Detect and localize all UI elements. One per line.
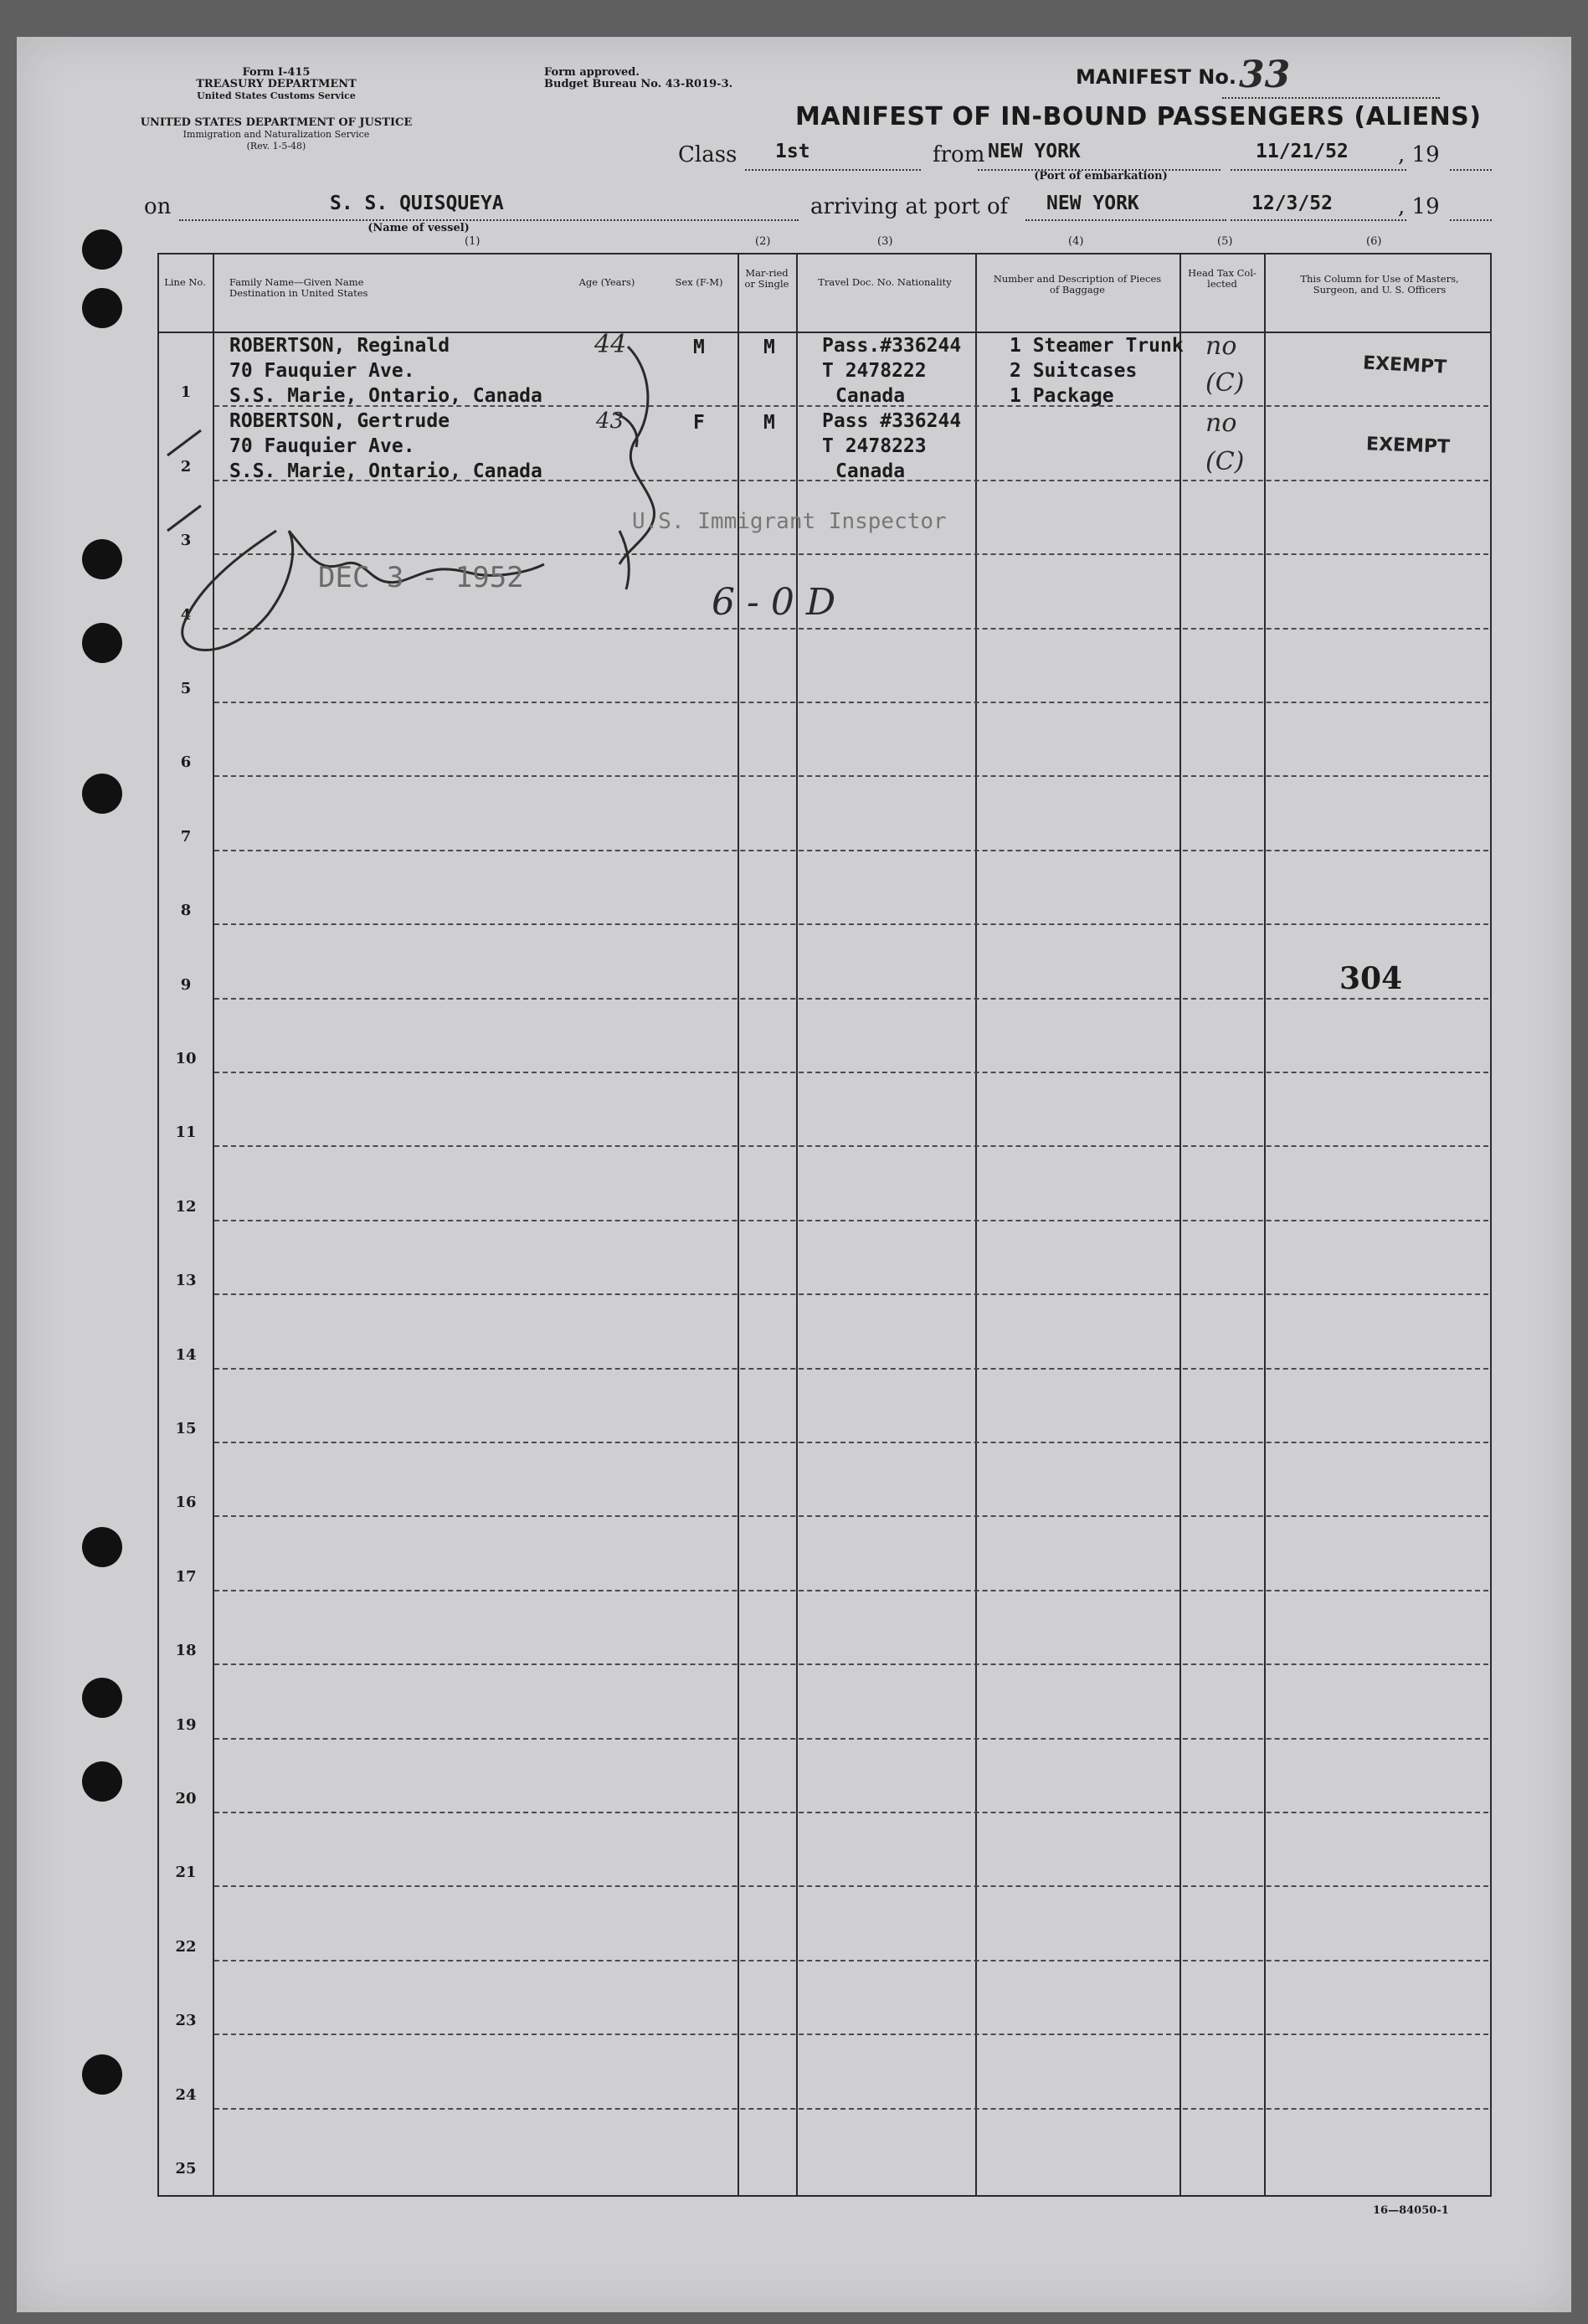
- form-approved: Form approved.: [544, 66, 640, 79]
- line-number: 17: [175, 1567, 197, 1586]
- line-number: 13: [175, 1272, 197, 1290]
- head-tax-note: no: [1205, 332, 1237, 361]
- line-number: 24: [175, 2085, 197, 2104]
- from-date: 11/21/52: [1256, 141, 1349, 162]
- passenger-doc-number: T 2478222: [822, 360, 927, 382]
- row-separator: [214, 1515, 1488, 1517]
- col-number-1: (1): [465, 235, 481, 248]
- passenger-address: 70 Fauquier Ave.: [229, 360, 415, 382]
- row-separator: [214, 923, 1488, 925]
- manifest-title: MANIFEST OF IN-BOUND PASSENGERS (ALIENS): [795, 102, 1482, 131]
- head-tax-code: (C): [1205, 368, 1245, 398]
- row-separator: [214, 1812, 1488, 1813]
- passenger-married: M: [763, 412, 775, 434]
- row-separator: [214, 1145, 1488, 1147]
- line-number: 25: [175, 2160, 197, 2177]
- row-separator: [214, 775, 1488, 777]
- budget-bureau: Budget Bureau No. 43-R019-3.: [544, 78, 733, 90]
- arrival-date: 12/3/52: [1251, 193, 1333, 214]
- passenger-age: 44: [594, 330, 627, 359]
- passenger-name: ROBERTSON, Reginald: [229, 335, 450, 357]
- head-tax-note: no: [1205, 409, 1237, 438]
- from-port: NEW YORK: [988, 141, 1081, 162]
- inspector-signature: [151, 338, 737, 673]
- arrival-port: NEW YORK: [1046, 193, 1139, 214]
- row-separator: [214, 2108, 1488, 2110]
- row-separator: [214, 1442, 1488, 1443]
- row-separator: [214, 1960, 1488, 1962]
- row-separator: [214, 1220, 1488, 1221]
- baggage-item: 1 Package: [1010, 385, 1114, 407]
- line-number: 10: [175, 1050, 197, 1067]
- header-age: Age (Years): [578, 276, 635, 288]
- passenger-nationality: Canada: [835, 385, 906, 407]
- line-number: 1: [180, 383, 192, 402]
- line-number: 6: [180, 753, 192, 772]
- line-number: 20: [175, 1790, 197, 1807]
- passenger-married: M: [763, 337, 775, 358]
- binder-hole: [82, 774, 122, 814]
- date-stamp: DEC 3 - 1952: [318, 561, 524, 594]
- customs-service: United States Customs Service: [197, 90, 356, 101]
- passenger-destination: S.S. Marie, Ontario, Canada: [229, 385, 542, 407]
- passenger-doc-number: T 2478223: [822, 435, 927, 457]
- col-number-3: (3): [877, 235, 893, 248]
- treasury-dept: TREASURY DEPARTMENT: [196, 78, 357, 90]
- header-travel-doc: Travel Doc. No. Nationality: [818, 276, 952, 288]
- line-number: 4: [180, 605, 192, 624]
- line-number: 16: [175, 1494, 197, 1512]
- from-label: from: [933, 142, 985, 167]
- port-of-embarkation-caption: (Port of embarkation): [1034, 170, 1168, 183]
- binder-hole: [82, 1527, 122, 1567]
- inspector-stamp: U.S. Immigrant Inspector: [632, 509, 947, 534]
- on-label: on: [144, 194, 172, 219]
- passenger-age: 43: [596, 409, 624, 434]
- passenger-sex: M: [693, 337, 705, 358]
- passenger-address: 70 Fauquier Ave.: [229, 435, 415, 457]
- binder-hole: [82, 288, 122, 328]
- binder-hole: [82, 1678, 122, 1718]
- col-number-5: (5): [1217, 235, 1233, 248]
- line-number: 12: [175, 1197, 197, 1216]
- row-separator: [214, 998, 1488, 1000]
- class-label: Class: [678, 142, 737, 167]
- passenger-name: ROBERTSON, Gertrude: [229, 410, 450, 432]
- line-number: 21: [175, 1864, 197, 1882]
- page-number: 304: [1339, 961, 1403, 996]
- row-separator: [214, 1293, 1488, 1295]
- justice-dept: UNITED STATES DEPARTMENT OF JUSTICE: [140, 116, 413, 129]
- passenger-nationality: Canada: [835, 460, 906, 482]
- line-number: 3: [180, 532, 192, 550]
- manifest-no-value: 33: [1239, 54, 1291, 96]
- row-separator: [214, 702, 1488, 703]
- col-number-6: (6): [1366, 235, 1382, 248]
- exempt-stamp: EXEMPT: [1365, 434, 1451, 458]
- header-baggage: Number and Description of Pieces of Baggage: [993, 273, 1162, 296]
- vessel-caption: (Name of vessel): [367, 222, 470, 234]
- baggage-item: 1 Steamer Trunk: [1010, 335, 1184, 357]
- arriving-label: arriving at port of: [810, 194, 1009, 219]
- passenger-sex: F: [693, 412, 705, 434]
- binder-hole: [82, 539, 122, 579]
- line-number: 18: [175, 1642, 197, 1660]
- arrival-year-suffix: , 19: [1398, 194, 1440, 219]
- row-separator: [214, 1738, 1488, 1740]
- col-number-4: (4): [1068, 235, 1084, 248]
- binder-hole: [82, 623, 122, 663]
- row-separator: [214, 1885, 1488, 1887]
- binder-hole: [82, 229, 122, 270]
- line-number: 23: [175, 2012, 197, 2030]
- header-officers: This Column for Use of Masters, Surgeon, and U. S. Officers: [1300, 273, 1459, 296]
- form-revision: (Rev. 1-5-48): [246, 141, 306, 152]
- manifest-sheet: [17, 37, 1571, 2312]
- line-number: 15: [175, 1420, 197, 1437]
- line-number: 5: [180, 680, 192, 697]
- baggage-item: 2 Suitcases: [1010, 360, 1138, 382]
- header-head-tax: Head Tax Col-lected: [1188, 267, 1257, 290]
- year-suffix: , 19: [1398, 142, 1440, 167]
- footer-code: 16—84050-1: [1373, 2204, 1449, 2217]
- line-number: 11: [175, 1123, 197, 1142]
- line-number: 8: [180, 902, 192, 920]
- passenger-destination: S.S. Marie, Ontario, Canada: [229, 460, 542, 482]
- passenger-doc: Pass.#336244: [822, 335, 962, 357]
- line-number: 22: [175, 1937, 197, 1956]
- binder-hole: [82, 1761, 122, 1802]
- passenger-doc: Pass #336244: [822, 410, 962, 432]
- exempt-stamp: EXEMPT: [1362, 352, 1447, 378]
- row-separator: [214, 1590, 1488, 1591]
- line-number: 7: [180, 827, 192, 846]
- line-number: 14: [175, 1345, 197, 1364]
- row-separator: [214, 1663, 1488, 1665]
- line-number: 19: [175, 1715, 197, 1734]
- header-sex: Sex (F-M): [675, 276, 723, 288]
- row-separator: [214, 1368, 1488, 1370]
- header-married: Mar-ried or Single: [744, 267, 789, 290]
- header-line-no: Line No.: [164, 276, 206, 288]
- row-separator: [214, 1072, 1488, 1073]
- binder-hole: [82, 2054, 122, 2095]
- line-number: 2: [180, 457, 192, 476]
- vessel-name: S. S. QUISQUEYA: [330, 193, 504, 214]
- row-separator: [214, 2034, 1488, 2035]
- form-number: Form I-415: [242, 66, 311, 79]
- manifest-no-label: MANIFEST No.: [1076, 65, 1236, 89]
- header-name: Family Name—Given Name Destination in United States: [229, 276, 368, 299]
- handwritten-code: 6 - 0 D: [712, 581, 836, 624]
- line-number: 9: [180, 975, 192, 994]
- class-value: 1st: [775, 141, 810, 162]
- head-tax-code: (C): [1205, 447, 1245, 476]
- row-separator: [214, 850, 1488, 851]
- ins-service: Immigration and Naturalization Service: [182, 129, 370, 140]
- col-number-2: (2): [755, 235, 771, 248]
